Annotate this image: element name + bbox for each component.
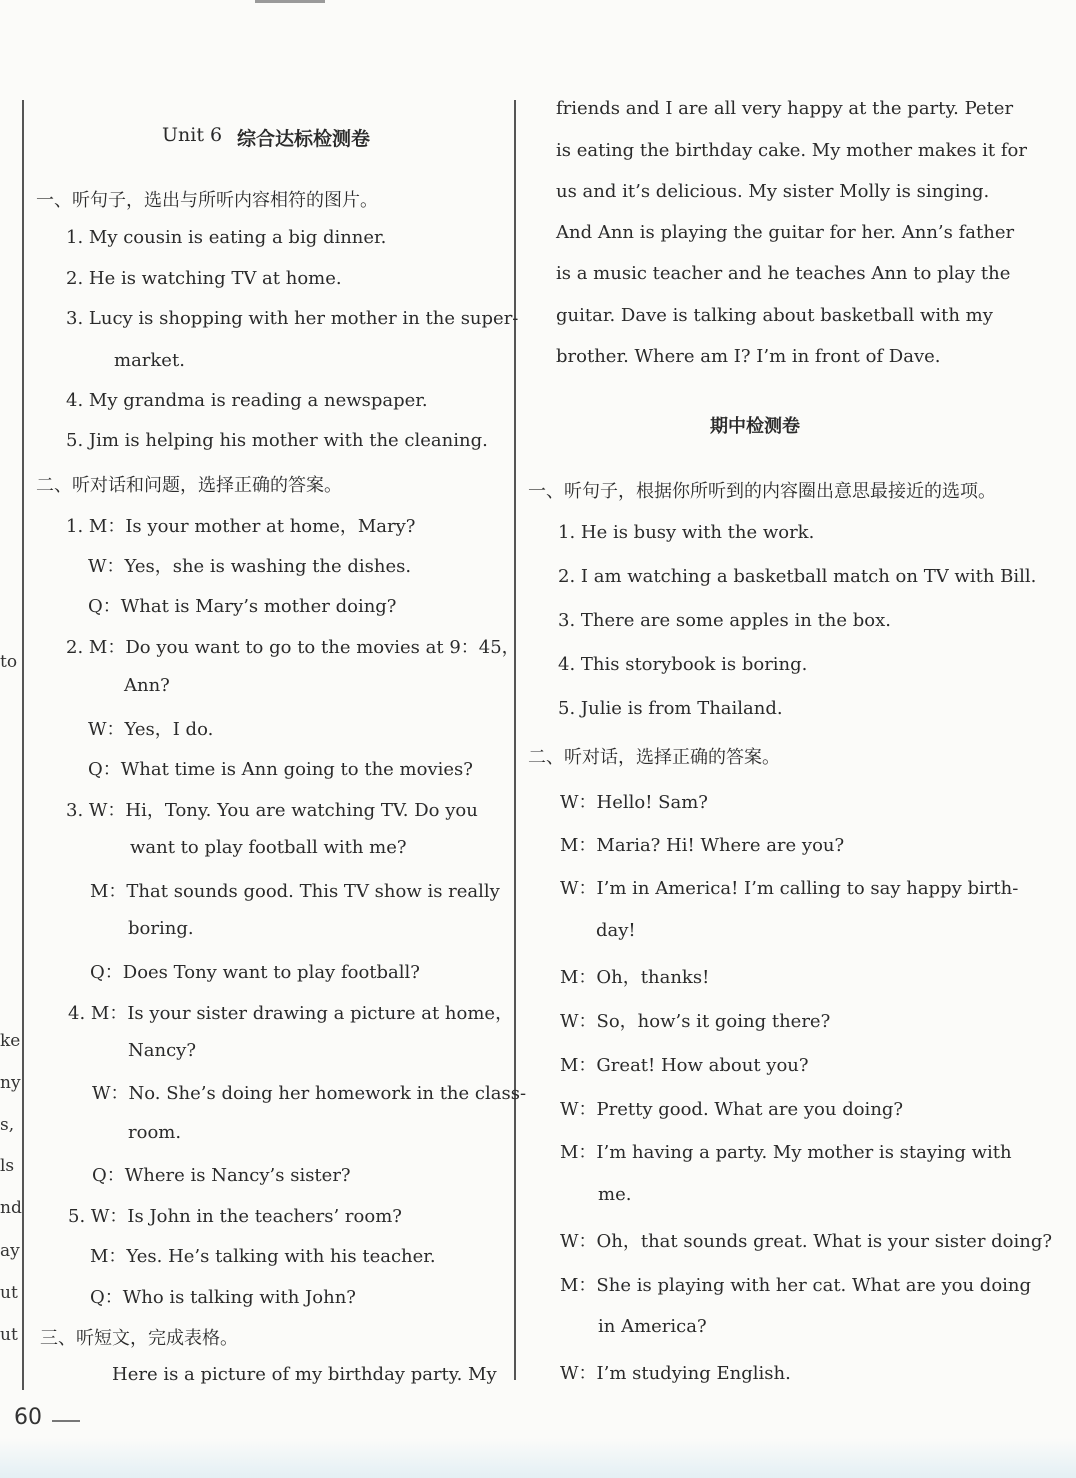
question-line: Q：What time is Ann going to the movies? — [88, 759, 473, 780]
dialogue-line: 1. M：Is your mother at home，Mary? — [66, 516, 416, 537]
margin-fragment: ny — [0, 1073, 21, 1093]
sentence-item: 5. Julie is from Thailand. — [558, 698, 783, 719]
sentence-item: 4. This storybook is boring. — [558, 654, 808, 675]
dialogue-line: 5. W：Is John in the teachers’ room? — [68, 1206, 402, 1227]
sentence-item: 3. Lucy is shopping with her mother in the super- — [66, 308, 519, 329]
dialogue-line: M：Maria? Hi! Where are you? — [560, 835, 845, 856]
question-line: Q：What is Mary’s mother doing? — [88, 596, 397, 617]
sentence-item: 5. Jim is helping his mother with the cleaning. — [66, 430, 488, 451]
dialogue-line-cont: day! — [596, 920, 636, 941]
paragraph-line: brother. Where am I? I’m in front of Dave. — [556, 346, 941, 367]
dialogue-line: M：Yes. He’s talking with his teacher. — [90, 1246, 436, 1267]
dialogue-line-cont: Nancy? — [128, 1040, 196, 1061]
dialogue-line: M：She is playing with her cat. What are you doing — [560, 1275, 1032, 1296]
paragraph-line: is eating the birthday cake. My mother makes it for — [556, 140, 1027, 161]
dialogue-line-cont: Ann? — [124, 675, 170, 696]
margin-fragment: ls — [0, 1156, 15, 1176]
paragraph-line: And Ann is playing the guitar for her. Ann’s father — [556, 222, 1015, 243]
sentence-item-cont: market. — [114, 350, 185, 371]
dialogue-line: M：Great! How about you? — [560, 1055, 809, 1076]
paragraph-line: is a music teacher and he teaches Ann to play the — [556, 263, 1011, 284]
margin-fragment: s, — [0, 1115, 15, 1135]
margin-fragment: ke — [0, 1031, 21, 1051]
question-line: Q：Who is talking with John? — [90, 1287, 356, 1308]
sentence-item: 2. I am watching a basketball match on TV with Bill. — [558, 566, 1037, 587]
dialogue-line-cont: want to play football with me? — [130, 837, 407, 858]
question-line: Q：Where is Nancy’s sister? — [92, 1165, 351, 1186]
margin-fragment: ut — [0, 1325, 18, 1345]
section-heading-1: 一、听句子，根据你所听到的内容圈出意思最接近的选项。 — [528, 481, 996, 502]
paragraph-line: Here is a picture of my birthday party. My — [112, 1364, 497, 1385]
dialogue-line: W：No. She’s doing her homework in the class- — [92, 1083, 527, 1104]
section-heading-3: 三、听短文，完成表格。 — [40, 1328, 238, 1349]
unit-label: Unit 6 — [162, 124, 223, 146]
dialogue-line: W：Hello! Sam? — [560, 792, 708, 813]
margin-fragment: ay — [0, 1241, 20, 1261]
dialogue-line-cont: boring. — [128, 918, 194, 939]
dialogue-line: M：Oh，thanks! — [560, 967, 710, 988]
dialogue-line: 3. W：Hi，Tony. You are watching TV. Do you — [66, 800, 478, 821]
dialogue-line-cont: in America? — [598, 1316, 707, 1337]
test-title: 综合达标检测卷 — [237, 128, 371, 150]
paragraph-line: guitar. Dave is talking about basketball with my — [556, 305, 993, 326]
midterm-title: 期中检测卷 — [710, 416, 800, 437]
right-column — [520, 0, 1076, 1400]
dialogue-line: W：So，how’s it going there? — [560, 1011, 831, 1032]
margin-fragment: to — [0, 652, 18, 672]
dialogue-line: W：Yes，she is washing the dishes. — [88, 556, 412, 577]
sentence-item: 1. He is busy with the work. — [558, 522, 815, 543]
dialogue-line-cont: me. — [598, 1184, 632, 1205]
dialogue-line: M：That sounds good. This TV show is really — [90, 881, 500, 902]
sentence-item: 4. My grandma is reading a newspaper. — [66, 390, 428, 411]
margin-fragment: ut — [0, 1283, 18, 1303]
dialogue-line: W：I’m in America! I’m calling to say happy birth- — [560, 878, 1019, 899]
sentence-item: 2. He is watching TV at home. — [66, 268, 342, 289]
paragraph-line: friends and I are all very happy at the party. Peter — [556, 98, 1014, 119]
dialogue-line-cont: room. — [128, 1122, 182, 1143]
sentence-item: 1. My cousin is eating a big dinner. — [66, 227, 387, 248]
question-line: Q：Does Tony want to play football? — [90, 962, 420, 983]
left-column — [0, 0, 527, 1400]
page-number-dash — [52, 1420, 80, 1422]
dialogue-line: 4. M：Is your sister drawing a picture at home， — [68, 1003, 514, 1024]
section-heading-2: 二、听对话和问题，选择正确的答案。 — [36, 475, 342, 496]
column-divider — [514, 100, 516, 1380]
section-heading-1: 一、听句子，选出与所听内容相符的图片。 — [36, 190, 378, 211]
paragraph-line: us and it’s delicious. My sister Molly is singing. — [556, 181, 990, 202]
bottom-tint — [0, 1438, 1076, 1478]
dialogue-line: W：Pretty good. What are you doing? — [560, 1099, 904, 1120]
margin-fragment: nd — [0, 1198, 22, 1218]
dialogue-line: W：Yes，I do. — [88, 719, 214, 740]
section-heading-2: 二、听对话，选择正确的答案。 — [528, 747, 780, 768]
dialogue-line: W：I’m studying English. — [560, 1363, 791, 1384]
sentence-item: 3. There are some apples in the box. — [558, 610, 891, 631]
page-number: 60 — [14, 1405, 42, 1430]
dialogue-line: W：Oh，that sounds great. What is your sister doing? — [560, 1231, 1053, 1252]
dialogue-line: 2. M：Do you want to go to the movies at 9：45， — [66, 637, 520, 658]
dialogue-line: M：I’m having a party. My mother is staying with — [560, 1142, 1012, 1163]
